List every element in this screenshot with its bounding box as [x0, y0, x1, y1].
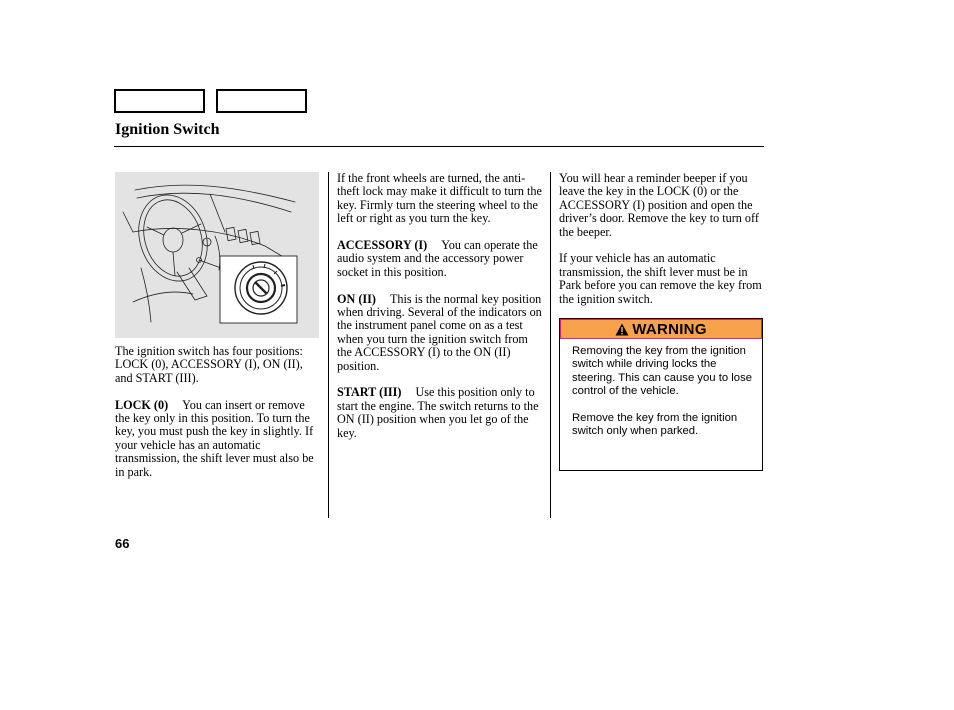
ignition-switch-illustration — [115, 172, 319, 338]
column-left — [115, 345, 320, 492]
accessory-paragraph — [337, 239, 542, 279]
warning-box — [559, 318, 763, 471]
on-description: This is the normal key position when driving. Several of the indicators on the instrument panel come on as a test when you turn the ignition switch from the ACCESSORY (I) to the ON (II) position. — [337, 291, 542, 373]
warning-text-1: Removing the key from the ignition switch while driving locks the steering. This can cause you to lose control of the vehicle. — [572, 345, 753, 398]
nav-button-1[interactable] — [114, 89, 205, 113]
park-paragraph: If your vehicle has an automatic transmission, the shift lever must be in Park before you can remove the key from the ignition switch. — [559, 251, 762, 306]
column-right — [559, 172, 764, 319]
lock-description: You can insert or remove the key only in this position. To turn the key, you must push the key in slightly. If your vehicle has an automatic transmission, the shift lever must also be in park. — [115, 397, 314, 479]
nav-button-2[interactable] — [216, 89, 307, 113]
intro-paragraph: The ignition switch has four positions: LOCK (0), ACCESSORY (I), ON (II), and START (III). — [115, 344, 303, 385]
on-paragraph — [337, 293, 542, 373]
lock-paragraph — [115, 399, 320, 479]
warning-triangle-icon — [615, 323, 629, 336]
warning-text-2: Remove the key from the ignition switch only when parked. — [572, 412, 738, 438]
warning-body — [560, 339, 762, 439]
start-description: Use this position only to start the engine. The switch returns to the ON (II) position when you let go of the key. — [337, 385, 539, 440]
dashboard-drawing — [115, 172, 319, 338]
column-divider-1 — [328, 172, 329, 518]
page-number: 66 — [115, 536, 130, 551]
warning-label: WARNING — [632, 320, 707, 338]
anti-theft-paragraph: If the front wheels are turned, the anti-theft lock may make it difficult to turn the key. Firmly turn the steering wheel to the left or right as you turn the key. — [337, 171, 542, 226]
accessory-description: You can operate the audio system and the accessory power socket in this position. — [337, 238, 538, 279]
title-divider — [114, 146, 764, 147]
start-paragraph — [337, 386, 542, 440]
section-title: Ignition Switch — [115, 121, 220, 138]
accessory-term: ACCESSORY (I) — [337, 238, 428, 253]
lock-term: LOCK (0) — [115, 397, 169, 412]
column-divider-2 — [550, 172, 551, 518]
beeper-paragraph: You will hear a reminder beeper if you leave the key in the LOCK (0) or the ACCESSORY (I) position and open the driver’s door. Remove the key to turn off the beeper. — [559, 171, 759, 239]
column-middle — [337, 172, 542, 453]
on-term: ON (II) — [337, 291, 376, 306]
warning-header — [560, 319, 762, 339]
start-term: START (III) — [337, 385, 402, 400]
